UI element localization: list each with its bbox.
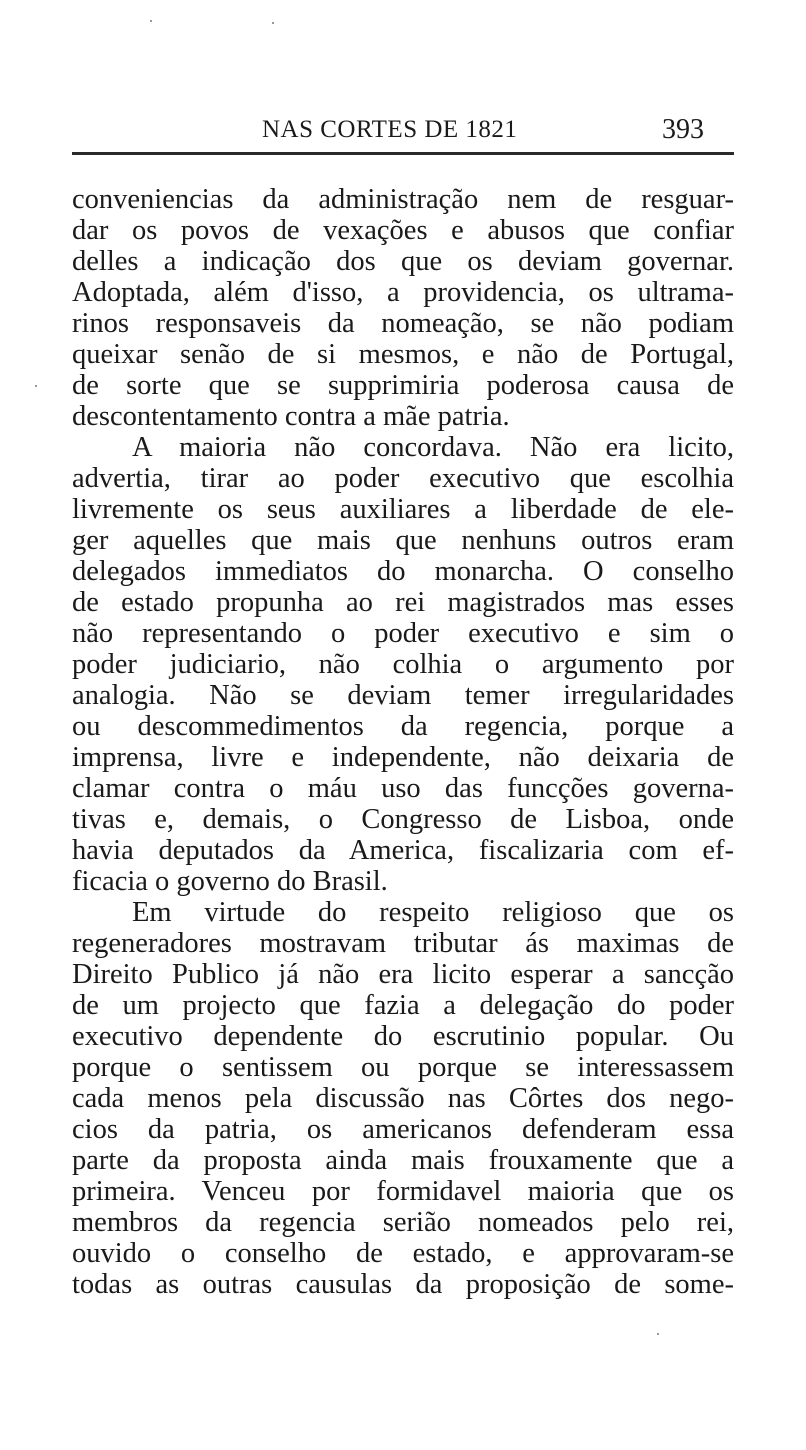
text-line: advertia, tirar ao poder executivo que escolhia <box>72 463 734 494</box>
text-line: Direito Publico já não era licito esperar a sancção <box>72 959 734 990</box>
text-line: membros da regencia serião nomeados pelo rei, <box>72 1207 734 1238</box>
text-line: ficacia o governo do Brasil. <box>72 866 388 897</box>
text-line: rinos responsaveis da nomeação, se não podiam <box>72 308 734 339</box>
text-line: ou descommedimentos da regencia, porque a <box>72 711 734 742</box>
text-line: A maioria não concordava. Não era licito, <box>132 432 734 463</box>
text-line: Adoptada, além d'isso, a providencia, os ultrama- <box>72 277 734 308</box>
text-line: todas as outras causulas da proposição de some- <box>72 1269 734 1300</box>
text-line: regeneradores mostravam tributar ás maximas de <box>72 928 734 959</box>
scan-speck <box>272 22 274 24</box>
text-line: imprensa, livre e independente, não deixaria de <box>72 742 734 773</box>
scan-speck <box>657 1333 659 1335</box>
text-line: havia deputados da America, fiscalizaria com ef- <box>72 835 734 866</box>
text-line: conveniencias da administração nem de resguar- <box>72 184 734 215</box>
text-line: de sorte que se supprimiria poderosa causa de <box>72 370 734 401</box>
text-line: clamar contra o máu uso das funcções governa- <box>72 773 734 804</box>
text-line: ouvido o conselho de estado, e approvaram-se <box>72 1238 734 1269</box>
text-line: cada menos pela discussão nas Côrtes dos nego- <box>72 1083 734 1114</box>
body-text <box>72 184 734 1300</box>
text-line: delles a indicação dos que os deviam governar. <box>72 246 734 277</box>
text-line: descontentamento contra a mãe patria. <box>72 401 510 432</box>
text-line: Em virtude do respeito religioso que os <box>132 897 734 928</box>
scan-speck <box>150 20 152 22</box>
page-number: 393 <box>662 114 704 145</box>
text-line: de estado propunha ao rei magistrados mas esses <box>72 587 734 618</box>
text-line: ger aquelles que mais que nenhuns outros eram <box>72 525 734 556</box>
text-line: tivas e, demais, o Congresso de Lisboa, onde <box>72 804 734 835</box>
header-rule <box>72 152 734 155</box>
scan-speck <box>35 385 37 387</box>
text-line: delegados immediatos do monarcha. O conselho <box>72 556 734 587</box>
text-line: porque o sentissem ou porque se interessassem <box>72 1052 734 1083</box>
text-line: de um projecto que fazia a delegação do poder <box>72 990 734 1021</box>
text-line: parte da proposta ainda mais frouxamente que a <box>72 1145 734 1176</box>
text-line: cios da patria, os americanos defenderam essa <box>72 1114 734 1145</box>
text-line: dar os povos de vexações e abusos que confiar <box>72 215 734 246</box>
text-line: executivo dependente do escrutinio popular. Ou <box>72 1021 734 1052</box>
text-line: queixar senão de si mesmos, e não de Portugal, <box>72 339 734 370</box>
text-line: poder judiciario, não colhia o argumento por <box>72 649 734 680</box>
text-line: não representando o poder executivo e sim o <box>72 618 734 649</box>
text-line: analogia. Não se deviam temer irregularidades <box>72 680 734 711</box>
text-line: primeira. Venceu por formidavel maioria que os <box>72 1176 734 1207</box>
running-head <box>72 112 734 156</box>
text-line: livremente os seus auxiliares a liberdade de ele- <box>72 494 734 525</box>
running-title: NAS CORTES DE 1821 <box>262 116 518 143</box>
